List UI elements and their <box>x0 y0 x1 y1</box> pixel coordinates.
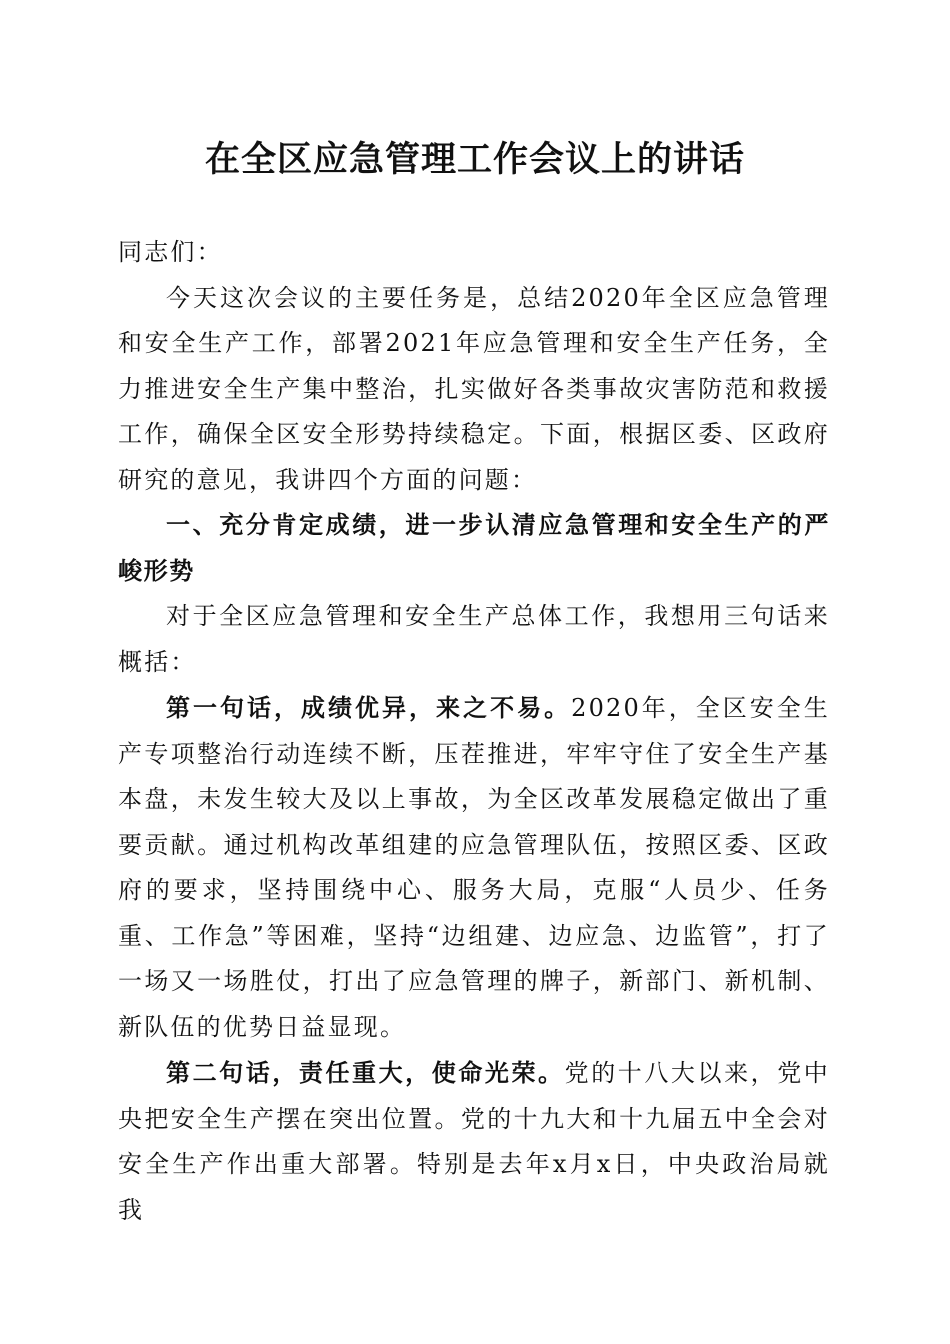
section-1-intro: 对于全区应急管理和安全生产总体工作，我想用三句话来概括： <box>118 602 830 676</box>
point-2-paragraph <box>118 1050 830 1233</box>
document-title: 在全区应急管理工作会议上的讲话 <box>204 139 745 180</box>
section-1-heading: 一、充分肯定成绩，进一步认清应急管理和安全生产的严峻形势 <box>118 511 830 585</box>
intro-paragraph: 今天这次会议的主要任务是，总结2020年全区应急管理和安全生产工作，部署2021年应急管理和安全生产任务，全力推进安全生产集中整治，扎实做好各类事故灾害防范和救援工作，确保全区安全形势持续稳定。下面，根据区委、区政府研究的意见，我讲四个方面的问题： <box>118 283 830 494</box>
point-2-lead: 第二句话，责任重大，使命光荣。 <box>166 1058 565 1087</box>
salutation: 同志们： <box>118 238 223 266</box>
point-1-paragraph <box>118 685 830 1050</box>
point-1-body: 2020年，全区安全生产专项整治行动连续不断，压茬推进，牢牢守住了安全生产基本盘，未发生较大及以上事故，为全区改革发展稳定做出了重要贡献。通过机构改革组建的应急管理队伍，按照区委、区政府的要求，坚持围绕中心、服务大局，克服“人员少、任务重、工作急”等困难，坚持“边组建、边应急、边监管”，打了一场又一场胜仗，打出了应急管理的牌子，新部门、新机制、新队伍的优势日益显现。 <box>118 694 831 1041</box>
document-body <box>118 230 830 1233</box>
point-2-body: 党的十八大以来，党中央把安全生产摆在突出位置。党的十九大和十九届五中全会对安全生产作出重大部署。特别是去年x月x日，中央政治局就我 <box>118 1059 830 1224</box>
point-1-lead: 第一句话，成绩优异，来之不易。 <box>166 693 572 722</box>
